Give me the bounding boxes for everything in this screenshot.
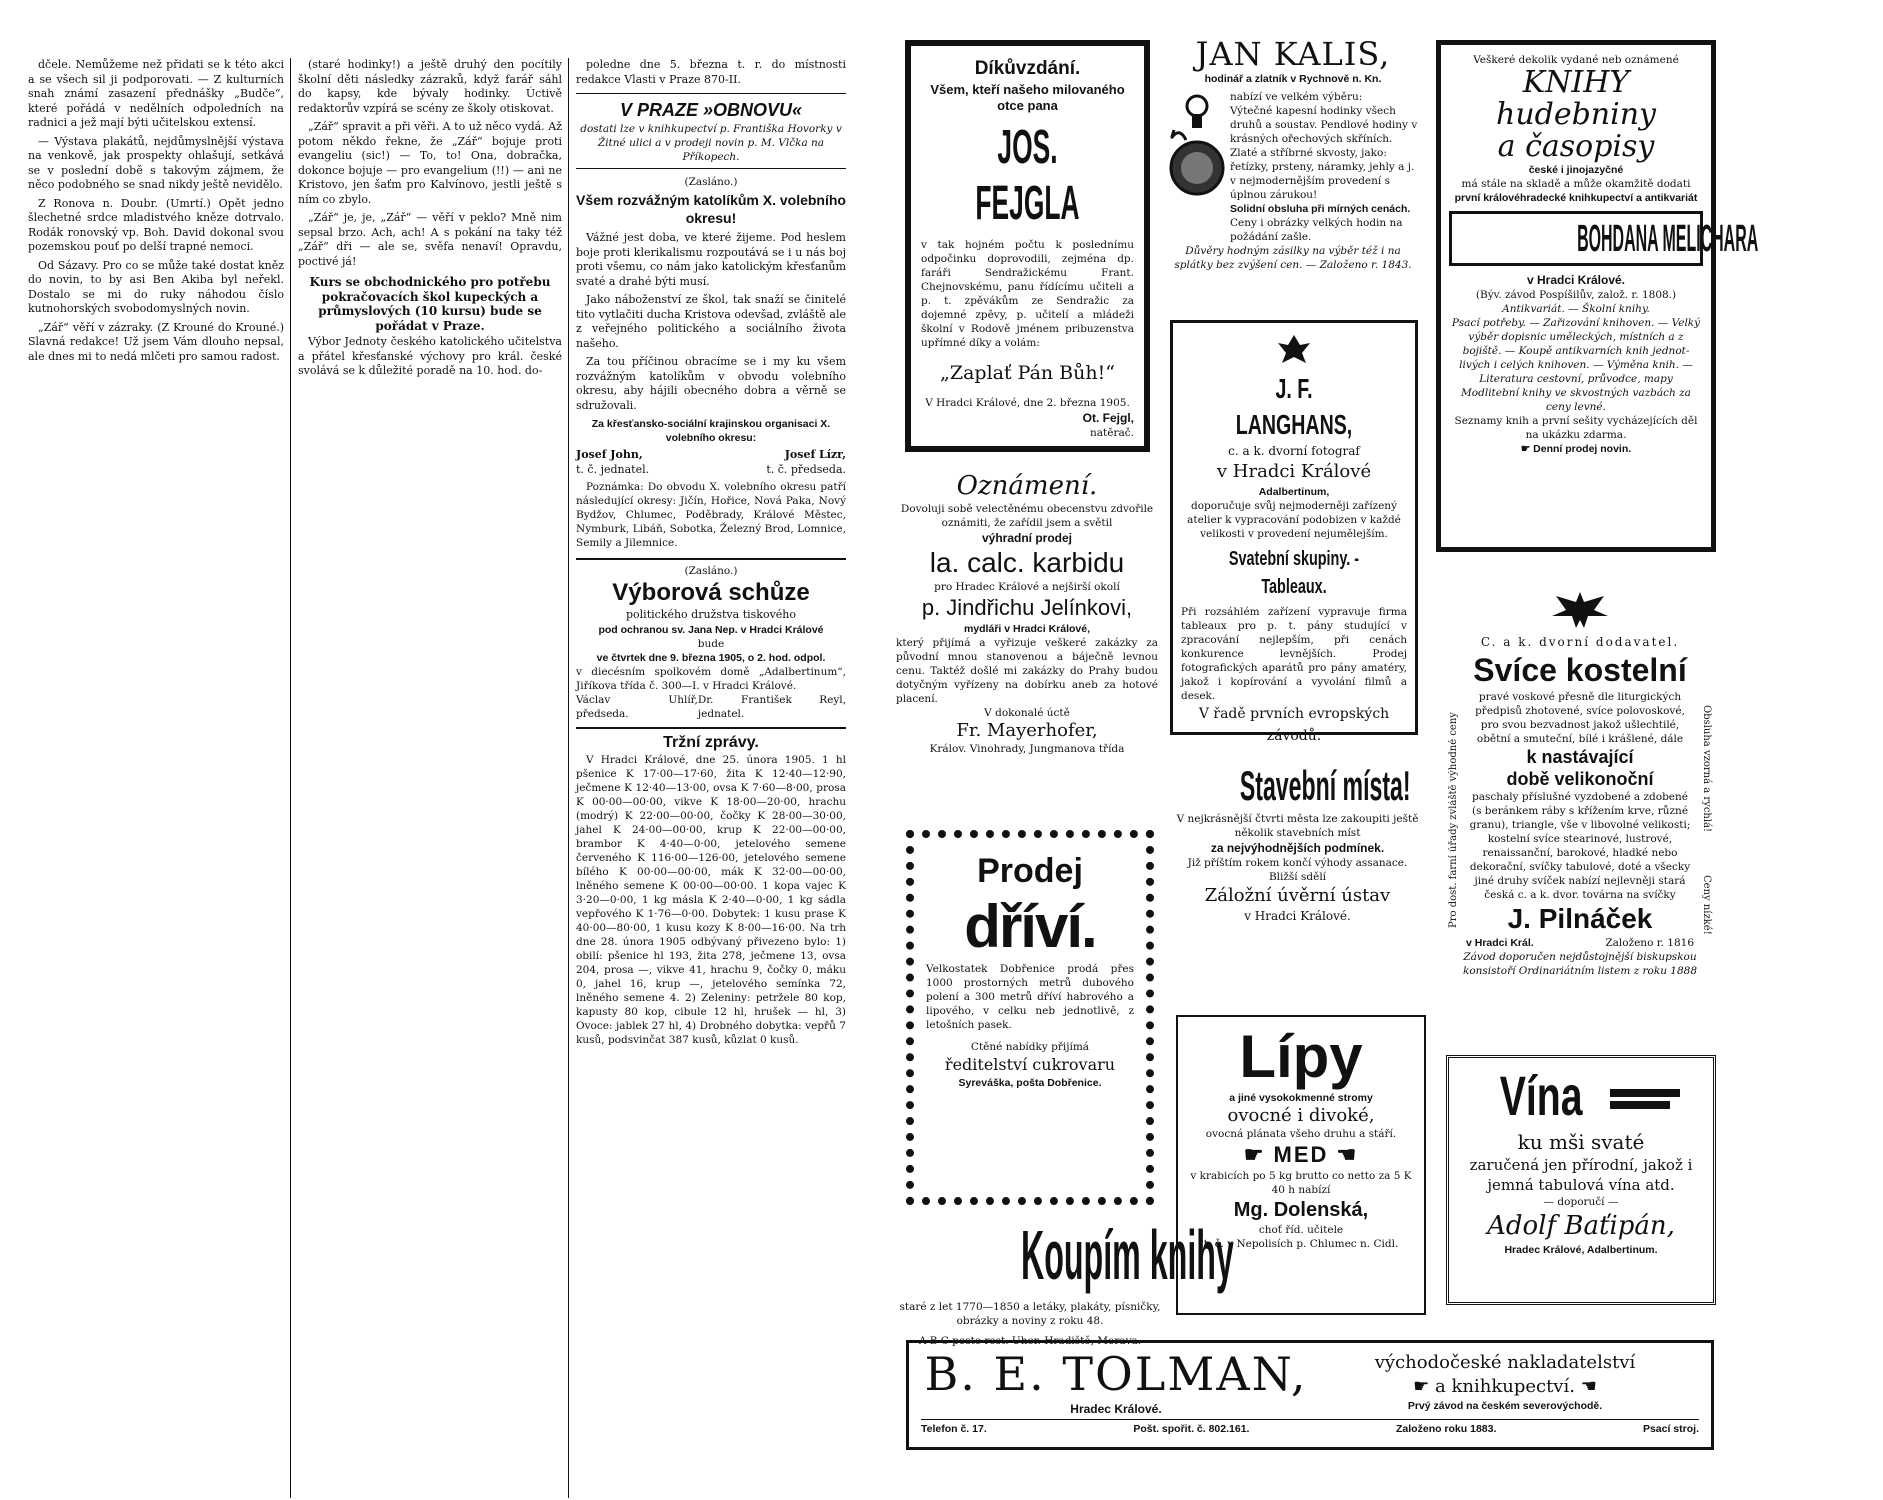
tolman-post: Pošt. spořit. č. 802.161. [1133,1423,1250,1435]
vyborova-bude: bude [697,637,725,650]
koupim-title: Koupím knihy [1020,1216,1234,1294]
article-paragraph: Výbor Jednoty českého katolického učitelstva a přátel křesťanské výchovy pro král. české svolává se k důležité poradě na 10. hod. do- [298,335,562,377]
appeal-paragraph: Jako náboženství ze škol, tak snaží se činitelé tito vytlačiti ducha Kristova odevšad, zvláště ale z veřejného politického a sociálního života našeho. [576,293,846,350]
pilnacek-text2: paschaly příslušné vyzdobené a zdobené (s beránkem ráby s křížením krve, různé granu), triangle, vše v libovolné velikosti; kostelní svíce stearinové, lustrové, renaissanční, barokové, hladké nebo dekorační, svíčky tabulové, doté a všecky jiné druhy svíček nabízí nejlevněji stará česká c. a k. dvor. továrna na svíčky [1469,791,1691,901]
kalis-service: Solidní obsluha při mírných cenách. [1230,203,1411,215]
tolman-desc1: východočeské nakladatelství [1374,1352,1636,1373]
pilnacek-text: pravé voskové přesně dle liturgických předpisů zhotovené, svíce polovoskové, pro svou bezvadnost jakož ušlechtilé, obětní a smuteční, bílé i krášlené, dále [1475,691,1685,745]
vyborova-signatures [576,693,846,721]
pilnacek-founded: Založeno r. 1816 [1605,937,1694,949]
signature-row [576,448,846,477]
dekovani-signer-role: natěrač. [1090,427,1134,439]
kalis-prices: Ceny i obrázky velkých hodin na požádání zašle. [1230,217,1403,243]
eagle-crest-icon [1276,331,1312,367]
drivi-office: ředitelství cukrovaru [944,1055,1116,1074]
stavebni-bank-place: v Hradci Králové. [1244,909,1351,923]
article-paragraph: (staré hodinky!) a ještě druhý den pocítily školní děti následky zázraků, když farář sáhl do kapsy, kde bývaly hodinky. Úctivě redaktorův vzpírá se scény ze školy otiskovat. [298,58,562,115]
pilnacek-name: J. Pilnáček [1507,903,1653,934]
langhans-text: doporučuje svůj nejmoderněji zařízený atelier k vypracování podobizen v každé velikosti v provedení nejumělejším. [1187,500,1401,540]
stavebni-title: Stavební místa! [1239,762,1411,809]
lipy-seller: Mg. Dolenská, [1233,1199,1369,1221]
ad-stavebni [1170,760,1425,1000]
vina-text: zaručená jen přírodní, jakož i jemná tabulová vína atd. [1469,1156,1693,1194]
melichar-name: BOHDANA MELICHARA [1449,211,1703,266]
lipy-seller-role: choť říd. učitele [1258,1224,1344,1236]
tolman-machines: Psací stroj. [1642,1423,1699,1435]
tolman-name: B. E. TOLMAN, [924,1347,1308,1401]
article-paragraph: Z Ronova n. Doubr. (Umrtí.) Opět jedno šlechetné srdce mladistvého kněze dotrvalo. Rodák ronovský vp. Boh. David dokonal svou pozemskou pouť po delší trapné nemoci. [28,196,284,253]
article-heading: Kurs se obchodnického pro potřebu pokračovacích škol kupeckých a průmyslových (10 kursu) bude se pořádat v Praze. [309,275,551,333]
kalis-name: JAN KALIS, [1195,35,1391,73]
drivi-title: dříví. [964,893,1096,960]
vina-title: Vína [1499,1064,1583,1127]
pilnacek-nastav: k nastávající [1526,747,1634,767]
vyborova-place: v diecésním spolkovém domě „Adalbertinum“, Jiříkova třída č. 300—I. v Hradci Králové. [576,665,846,692]
langhans-name: J. F. LANGHANS, [1235,373,1353,440]
oznameni-intro: Dovoluji sobě velectěnému obecenstvu zdvořile oznámiti, že zařídil jsem a světil [900,503,1154,529]
lipy-med: ☛ MED ☚ [1243,1142,1359,1167]
ad-kalis [1168,36,1418,298]
column-divider [290,58,291,1498]
drivi-office-place: Syreváška, pošta Dobřenice. [958,1077,1102,1089]
melichar-knihy: KNIHY [1522,65,1630,100]
kalis-offer: nabízí ve velkém výběru: [1230,91,1363,103]
oznameni-person-role: mydláři v Hradci Králové, [963,623,1091,635]
tolman-phone: Telefon č. 17. [921,1423,987,1435]
oznameni-respect: V dokonalé úctě [984,707,1070,719]
vyborova-subtitle: politického družstva tiskového [626,608,796,621]
langhans-addr: Adalbertinum, [1258,486,1330,498]
obnova-title: V PRAZE »OBNOVU« [619,100,803,120]
dekovani-name: JOS. FEJGLA [975,121,1080,230]
appeal-title: Všem rozvážným katolíkům X. volebního okresu! [576,192,846,226]
dekovani-signer: Ot. Fejgl, [1082,411,1134,425]
lipy-plant: ovocná plánata všeho druhu a stáří. [1205,1128,1397,1140]
drivi-prodej: Prodej [977,852,1083,890]
ad-tolman [906,1340,1714,1450]
oznameni-text: který přijímá a vyřizuje veškeré zakázky za původní mnou stanovenou a báječně levnou cenu. Taktéž došlé mi zakázky do Prahy budou dotyčným vyřízeny na dobírku aneb za hotové placení. [896,637,1158,705]
melichar-modlitebni: Modlitební knihy ve skvostných vazbách za ceny levné. [1461,387,1691,413]
article-paragraph: dčele. Nemůžeme než přidati se k této akci a se všech sil ji podporovati. — Z kulturních snah známí zasazení přednášky „Budče“, které pořádá v nedělních odpoledních na radnici a jež mají býti učitelskou extensí. [28,58,284,129]
lipy-sub2: ovocné i divoké, [1227,1105,1375,1126]
signature-1: Josef John, t. č. jednatel. [576,448,650,476]
oznameni-prodej: výhradní prodej [981,531,1073,545]
dekovani-title: Díkůvzdání. [974,58,1081,79]
imperial-eagle-icon [1550,590,1610,630]
lipy-sub: a jiné vysokokmenné stromy [1229,1092,1373,1104]
vina-name: Adolf Baťipán, [1487,1211,1675,1241]
oznameni-signer: Fr. Mayerhofer, [956,720,1098,741]
column-divider [568,58,569,1498]
vyborova-title: Výborová schůze [612,579,810,606]
melichar-casopisy: a časopisy [1497,129,1655,164]
dekovani-quote: „Zaplať Pán Bůh!“ [940,362,1115,384]
melichar-hudebniny: hudebniny [1496,97,1656,132]
oznameni-title: Oznámení. [956,471,1098,501]
news-column-2 [298,58,562,1498]
vina-recommend: — doporučí — [1543,1196,1619,1208]
org-title: Za křesťansko-sociální krajinskou organisaci X. volebního okresu: [591,418,831,444]
lipy-seller-place: t. č. v Nepolisích p. Chlumec n. Cidl. [1203,1238,1399,1250]
article-paragraph: Od Sázavy. Pro co se může také dostat kněz do novin, to by asi Ben Akiba byl neřekl. Dostalo se mi do ruky náhodou číslo kutnohorských svobodomyslných novin. [28,258,284,315]
drivi-offers: Ctěné nabídky přijímá [970,1041,1090,1053]
koupim-contact: A B C poste rest. Uher. Hradiště, Morava. [918,1335,1142,1347]
langhans-highlight: Svatební skupiny. - Tableaux. [1228,548,1360,598]
ad-drivi [906,830,1154,1205]
tolman-desc2: ☛ a knihkupectví. ☚ [1413,1376,1597,1397]
pilnacek-place: v Hradci Král. [1466,937,1534,949]
zaslano-label: (Zasláno.) [684,176,738,188]
tolman-founded: Založeno roku 1883. [1396,1423,1497,1435]
article-paragraph: poledne dne 5. března t. r. do místnosti redakce Vlasti v Praze 870-II. [576,58,846,86]
tolman-place: Hradec Králové. [1070,1402,1162,1416]
note: Poznámka: Do obvodu X. volebního okresu patří následující okresy: Jičín, Hořice, Nová Paka, Nový Bydžov, Chlumec, Poděbrady, Králové Městec, Nymburk, Libáň, Sobotka, Železný Brod, Lomnice, Semily a Jilemnice. [576,481,846,549]
langhans-place: v Hradci Králové [1216,461,1372,482]
dekovani-intro: Všem, kteří našeho milovaného otce pana [930,82,1125,113]
melichar-cz-foreign: české i jinojazyčné [1528,164,1624,176]
koupim-text: staré z let 1770—1850 a letáky, plakáty, písničky, obrázky a noviny z roku 48. [899,1301,1161,1327]
article-paragraph: „Zář“ je, je, „Zář“ — věří v peklo? Mně nim sepsal brzo. Ach, ach! A s pokání na taky též „Zář“ dři — ale se, svěfa nenaví! Opravdu, poctivé já! [298,211,562,268]
lipy-title: Lípy [1239,1023,1363,1090]
market-report [576,727,846,1047]
vyborova-date: ve čtvrtek dne 9. března 1905, o 2. hod. odpol. [596,651,826,664]
dekovani-text: v tak hojném počtu k poslednímu odpočinku doprovodili, zejména dp. faráři Sendražickému Frant. Chejnovskému, panu řídícímu učiteli a p. t. zpěvákům ze Sendražic za dojemné zpěvy, p. učitelí a mládeži školní v Rodově jménem pribuzenstva upřímné díky a volám: [921,239,1134,349]
vyborova-sign-2: Dr. František Reyl, jednatel. [697,693,846,720]
pilnacek-side-left: Pro dost. farní úřady zvláště výhodné ceny [1448,712,1459,928]
ad-dekovani [905,40,1150,452]
news-column-3 [576,58,846,1498]
dekovani-place: V Hradci Králové, dne 2. března 1905. [925,397,1130,409]
article-paragraph: „Zář“ spravit a při věři. A to už něco vydá. Až potom někdo řekne, že „Zář“ bojuje proti evangeliu (sic!) — To, to! Ona, dobračka, dokonce bojuje — pro evangelium (!!) — ani ne Kristovo, jen šaťm pro Kalvínovo, jestli ještě s ním co zbylo. [298,120,562,206]
melichar-stock: má stále na skladě a může okamžitě dodati [1461,178,1691,190]
appeal-paragraph: Vážné jest doba, ve které žijeme. Pod heslem boje proti klerikalismu rozpoutává se i u nás boj proti všemu, co nám jako katolickým křesťanům svaté a drahé býti musí. [576,231,846,288]
pointing-hand-icon [1610,1079,1680,1115]
article-paragraph: — Výstava plakátů, nejdůmyslnější výstava na venkově, jak prospekty ohlašují, setkává se v poslední době s takovým zájmem, že něco podobného se snad nikdy ještě nevidělo. [28,134,284,191]
stavebni-deadline: Již příštím rokem končí výhody assanace. [1187,857,1408,869]
stavebni-bank: Záložní úvěrní ústav [1204,885,1391,906]
stavebni-text: V nejkrásnější čtvrti města lze zakoupiti ještě několik stavebních míst [1176,813,1419,839]
ad-langhans [1170,320,1418,744]
ad-lipy [1176,1015,1426,1315]
pilnacek-doba: době velikonoční [1506,769,1654,789]
melichar-services: Psací potřeby. — Zařizování knihoven. — Velký výběr dopisnic uměleckých, místních a z bojiště. — Koupě antikvarních knih jednot- livých i celých knihoven. — Výměna knih. — Literatura cestovní, průvodce, mapy [1451,317,1701,385]
melichar-intro: Veškeré dekolik vydané neb oznámené [1473,54,1679,66]
kalis-subtitle: hodinář a zlatník v Rychnově n. Kn. [1204,73,1382,85]
melichar-firm: první královéhradecké knihkupectví a antikvariát [1454,192,1698,204]
oznameni-region: pro Hradec Králové a nejširší okolí [934,581,1120,593]
kalis-items: Výtečné kapesní hodinky všech druhů a soustav. Pendlové hodiny v krásných ořechových skříních. Zlaté a stříbrné skvosty, jako: řetízky, prsteny, náramky, jehly a j. v nejmodernějším provedení s úplnou zárukou! [1230,105,1418,201]
vyborova-sign-1: Václav Uhlíř, předseda. [576,693,698,720]
ad-melichar [1436,40,1759,552]
ad-pilnacek [1446,590,1714,1050]
langhans-role: c. a k. dvorní fotograf [1228,444,1360,458]
stavebni-terms: za nejvýhodnějších podmínek. [1210,841,1385,855]
pilnacek-dodavatel: C. a k. dvorní dodavatel. [1480,635,1680,649]
lipy-med-text: v krabicích po 5 kg brutto co netto za 5 K 40 h nabízí [1190,1170,1412,1196]
article-paragraph: „Zář“ věří v zázraky. (Z Krouné do Krouné.) Slavná redakce! Už jsem Vám dlouho nepsal, ale dnes mi to nedá mlčeti pro samou radost. [28,320,284,363]
drivi-text: Velkostatek Dobřenice prodá přes 1000 prostorných metrů dubového polení a 300 metrů dříví habrového a lipového, v celku neb jednotlivě, z letošních pasek. [926,963,1134,1031]
langhans-text2: Při rozsáhlém zařízení vypravuje firma tableaux pro p. t. pány studující v zpracování nejlepším, při cenách konkurence levnějších. Prodej fotografických aparátů pro pány amatéry, jakož i kopírování a vyvolání filmů a desek. [1181,606,1407,702]
obnova-box [576,93,846,169]
oznameni-signer-addr: Králov. Vinohrady, Jungmanova třída [929,743,1125,755]
melichar-antikvariat: Antikvariát. — Školní knihy. [1502,303,1650,315]
market-text: V Hradci Králové, dne 25. února 1905. 1 hl pšenice K 17·00—17·60, žita K 12·40—12·90, ječmene K 12·40—13·00, ovsa K 7·60—8·00, prosa K 00·00—00·00, vikve K 18·00—20·00, hrachu (modrý) K 22·00—00·00, čočky K 28·00—30·00, jahel K 24·00—00·00, krup K 22·00—00·00, brambor K 4·40—0·00, jetelového semene červeného K 116·00—126·00, jetelového semene bílého K 00·00—00·00, mák K 32·00—00·00, lněného semene K 00·00—00·00. 1 kopa vajec K 3·20—0·00, 1 kg másla K 2·40—0·00, 1 kg sádla vepřového K 1·76—0·00. Dobytek: 1 kusu prase K 40·00—80·00, 1 kusu kozy K 8·00—16·00. Na trh dne 28. února 1905 odbývaný přivezeno bylo: 1) obilí: pšenice hl 193, žita 278, ječmene 13, ovsa 204, prosa —, vikve 41, hrachu 9, čočky 0, máku 0, jahel 16, krup —, jetelového semínka 72, lněného semene 4. 2) Zeleniny: petržele 80 kop, kapusty 80 kop, cibule 12 hl, hrušek — hl, 3) Ovoce: jablek 27 hl, 4) Drobného dobytka: vepřů 7 kusů, podsvinčat 387 kusů, kůzlat 0 kusů. [576,753,846,1046]
signature-2: Josef Lízr, t. č. předseda. [766,448,846,476]
pocket-watch-icon [1168,90,1226,240]
vina-sub: ku mši svaté [1517,1130,1645,1154]
zaslano-label-2: (Zasláno.) [684,565,738,577]
tolman-desc3: Prvý závod na českém severovýchodě. [1407,1400,1603,1412]
pilnacek-footer: Závod doporučen nejdůstojnější biskupskou konsistoří Ordinariátním listem z roku 1888 [1462,951,1698,977]
ad-oznameni [896,470,1158,805]
vyborova-patron: pod ochranou sv. Jana Nep. v Hradci Králové [598,623,824,636]
melichar-place: v Hradci Králové. [1526,273,1626,287]
oznameni-person: p. Jindřichu Jelínkovi, [921,595,1133,620]
melichar-catalog: Seznamy knih a první sešity vycházejících děl na ukázku zdarma. [1454,415,1698,441]
melichar-daily: ☛ Denní prodej novin. [1520,443,1632,455]
kalis-footer: Důvěry hodným zásilky na výběr též i na splátky bez zvýšení cen. — Založeno r. 1843. [1174,245,1412,271]
melichar-founded: (Býv. závod Pospíšilův, založ. r. 1808.) [1475,289,1677,301]
ad-vina [1446,1055,1716,1305]
oznameni-product: la. calc. karbidu [929,547,1125,578]
stavebni-more: Bližší sdělí [1268,871,1327,883]
appeal-paragraph: Za tou příčinou obracíme se i my ku všem rozvážným katolíkům v obvodu volebního okresu, aby hájili obecného dobra a věrně se sdružovali. [576,355,846,412]
pilnacek-side-right: Obsluha vzorná a rychlá! Ceny nízké! [1701,705,1712,935]
vina-place: Hradec Králové, Adalbertinum. [1504,1244,1658,1256]
langhans-footer: V řadě prvních evropských závodů. [1198,706,1390,744]
news-column-1 [28,58,284,1498]
obnova-text: dostati lze v knihkupectví p. Františka Hovorky v Žitné ulici a v prodeji novin p. M. Vlčka na Příkopech. [580,123,842,163]
pilnacek-title: Svíce kostelní [1473,652,1687,688]
vyborova-notice [576,558,846,721]
market-title: Tržní zprávy. [663,733,759,751]
